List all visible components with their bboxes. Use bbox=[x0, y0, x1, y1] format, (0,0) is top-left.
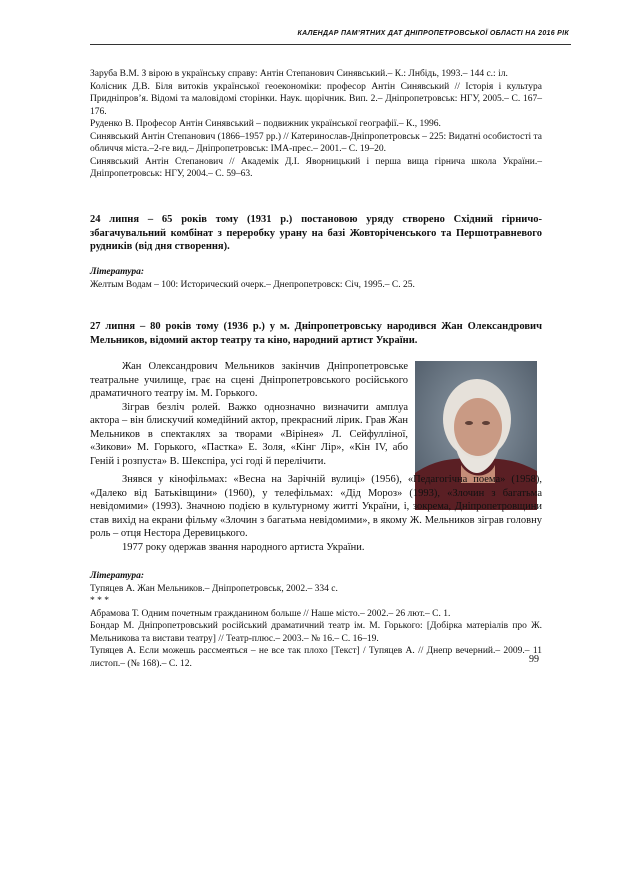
reference-item: Руденко В. Професор Антін Синявський – подвижник української географії.– К., 1996. bbox=[90, 119, 441, 129]
biography-paragraph: Зіграв безліч ролей. Важко однозначно визначити амплуа актора – він блискучий комедійний актор, прекрасний лірик. Грав Жан Мельников в спектаклях за творами «Вірінея» Л. Сейфулліної, «Зикови» М. Горького, «Пастка» Е. Золя, «Кінг Лір», «Кін IV, або Геній і розпуста» В. Шекспіра, усі годі й перелічити. bbox=[90, 401, 408, 467]
event-section-1 bbox=[90, 213, 542, 254]
biography-paragraph: Жан Олександрович Мельников закінчив Дніпропетровське театральне училище, грає на сцені Дніпропетровського російського драматичного театру ім. М. Горького. bbox=[90, 361, 408, 399]
reference-item: Абрамова Т. Одним почетным гражданином больше // Наше місто.– 2002.– 26 лют.– С. 1. bbox=[90, 608, 451, 619]
reference-item: Бондар М. Дніпропетровський російський драматичний театр ім. М. Горького: [Добірка матеріалів про Ж. Мельникова та вистави театру] // Театр-плюс.– 2003.– № 16.– С. 16–19. bbox=[90, 621, 542, 644]
reference-item: Тупяцев А. Если можешь рассмеяться – не все так плохо [Текст] / Тупяцев А. // Днепр вечерний.– 2009.– 11 листоп.– (№ 168).– С. 12. bbox=[90, 646, 542, 669]
page-number: 99 bbox=[529, 654, 539, 665]
literature-section-2 bbox=[90, 570, 542, 670]
reference-item: Желтым Водам – 100: Исторический очерк.– Днепропетровск: Січ, 1995.– С. 25. bbox=[90, 279, 415, 290]
literature-label: Література: bbox=[90, 571, 145, 581]
event-heading: 24 липня – 65 років тому (1931 р.) постановою уряду створено Східний гірничо-збагачувальний комбінат з переробку урану на базі Жовторіченського та Першотравневого рудників (від дня створення). bbox=[90, 214, 542, 252]
references-top bbox=[90, 68, 542, 181]
reference-item: Заруба В.М. З вірою в українську справу: Антін Степанович Синявський.– К.: Лнбідь, 1993.– 144 с.: іл. bbox=[90, 69, 508, 79]
literature-label: Література: bbox=[90, 267, 145, 277]
literature-section-1 bbox=[90, 266, 542, 291]
reference-separator: * * * bbox=[90, 596, 109, 606]
reference-item: Синявський Антін Степанович (1866–1957 рр.) // Катеринослав-Дніпропетровськ – 225: Видатні особистості та обличчя міста.–2-ге вид.– Дніпропетровськ: ІМА-прес.– 2001.– С. 19–20. bbox=[90, 131, 542, 154]
reference-item: Тупяцев А. Жан Мельников.– Дніпропетровськ, 2002.– 334 с. bbox=[90, 583, 338, 594]
reference-item: Синявський Антін Степанович // Академік Д.І. Яворницький і перша вища гірнича школа України.– Дніпропетровськ: НГУ, 2004.– С. 59–63. bbox=[90, 156, 542, 179]
running-header: КАЛЕНДАР ПАМ’ЯТНИХ ДАТ ДНІПРОПЕТРОВСЬКОЇ ОБЛАСТІ НА 2016 РІК bbox=[297, 30, 569, 37]
event-heading: 27 липня – 80 років тому (1936 р.) у м. Дніпропетровську народився Жан Олександрович Мельников, відомий актор театру та кіно, народний артист України. bbox=[90, 321, 542, 346]
biography-paragraph: 1977 року одержав звання народного артиста України. bbox=[122, 541, 365, 553]
biography-text bbox=[90, 360, 408, 468]
reference-item: Колісник Д.В. Біля витоків української геоекономіки: професор Антін Синявський // Історія і культура Придніпров’я. Відомі та маловідомі сторінки. Наук. щорічник. Вип. 2.– Дніпропетровськ: НГУ, 2005.– С. 167–176. bbox=[90, 81, 542, 117]
event-section-2 bbox=[90, 320, 542, 347]
biography-paragraph: Знявся у кінофільмах: «Весна на Зарічній вулиці» (1956), «Педагогічна поема» (1958), «Далеко від Батьківщини» (1960), у телефільмах: «Дід Мороз» (1993), «Злочин з багатьма невідомими» (1993). Значною подією в культурному житті України, і, зокрема, Дніпропетровщини став вихід на екрани фільму «Злочин з багатьма невідомими», в якому Ж. Мельников зіграв головну роль – отця Нестора Деревицького. bbox=[90, 474, 542, 539]
biography-text-wide bbox=[90, 473, 542, 554]
header-rule bbox=[90, 44, 571, 45]
